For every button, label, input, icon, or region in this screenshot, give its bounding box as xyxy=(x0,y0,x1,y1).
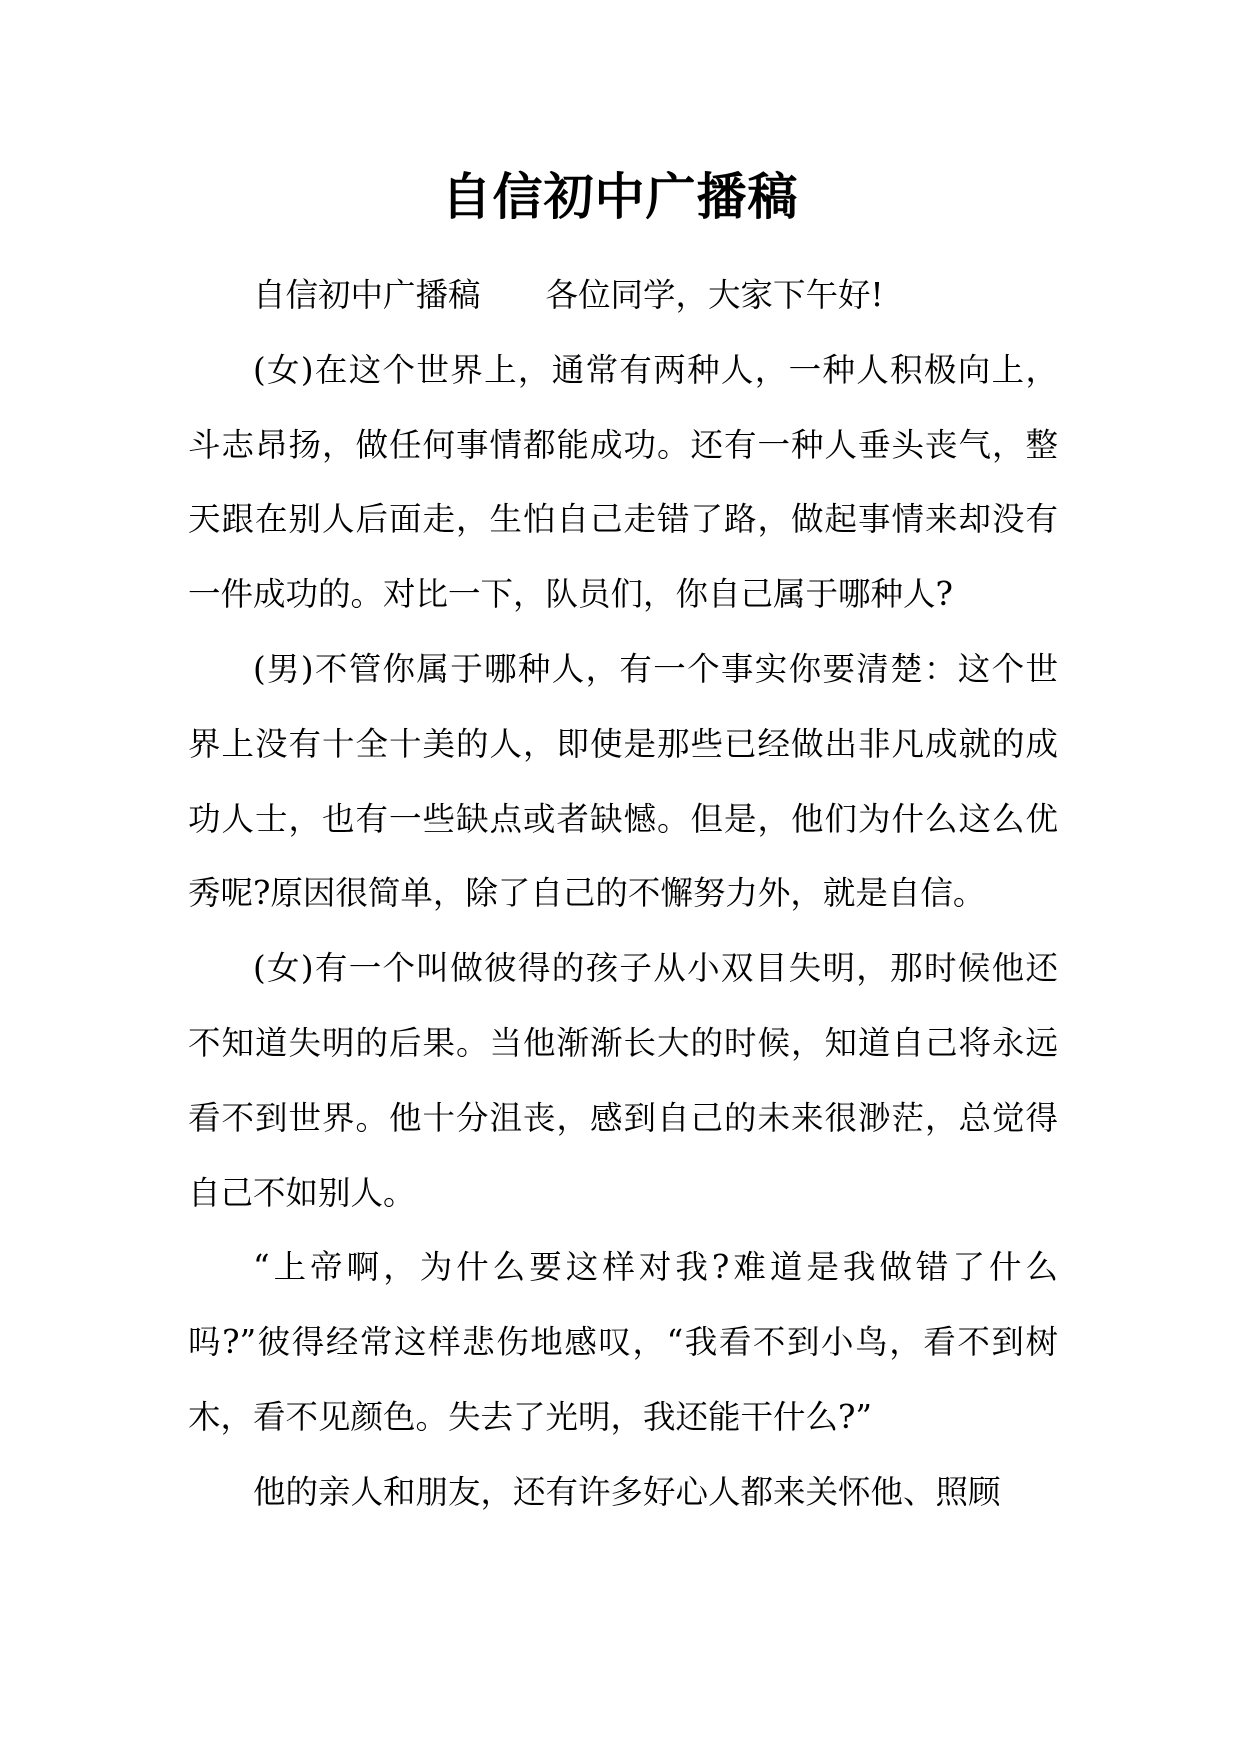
paragraph-two-kinds-of-people: (女)在这个世界上，通常有两种人，一种人积极向上，斗志昂扬，做任何事情都能成功。还有一种人垂头丧气，整天跟在别人后面走，生怕自己走错了路，做起事情来却没有一件成功的。对比一下，队员们，你自己属于哪种人? xyxy=(188,350,1058,614)
paragraph-peter-blind: (女)有一个叫做彼得的孩子从小双目失明，那时候他还不知道失明的后果。当他渐渐长大的时候，知道自己将永远看不到世界。他十分沮丧，感到自己的未来很渺茫，总觉得自己不如别人。 xyxy=(188,949,1058,1212)
paragraph-peter-lament: “上帝啊，为什么要这样对我?难道是我做错了什么吗?”彼得经常这样悲伤地感叹，“我看不到小鸟，看不到树木，看不见颜色。失去了光明，我还能干什么?” xyxy=(188,1248,1058,1436)
paragraph-no-perfect-people: (男)不管你属于哪种人，有一个事实你要清楚：这个世界上没有十全十美的人，即使是那些已经做出非凡成就的成功人士，也有一些缺点或者缺憾。但是，他们为什么这么优秀呢?原因很简单，除了自己的不懈努力外，就是自信。 xyxy=(188,649,1058,913)
document-title: 自信初中广播稿 xyxy=(441,168,799,226)
paragraph-family-care: 他的亲人和朋友，还有许多好心人都来关怀他、照顾 xyxy=(253,1472,1001,1511)
paragraph-greeting: 自信初中广播稿 各位同学，大家下午好! xyxy=(253,276,884,314)
document-body xyxy=(188,258,1058,1530)
